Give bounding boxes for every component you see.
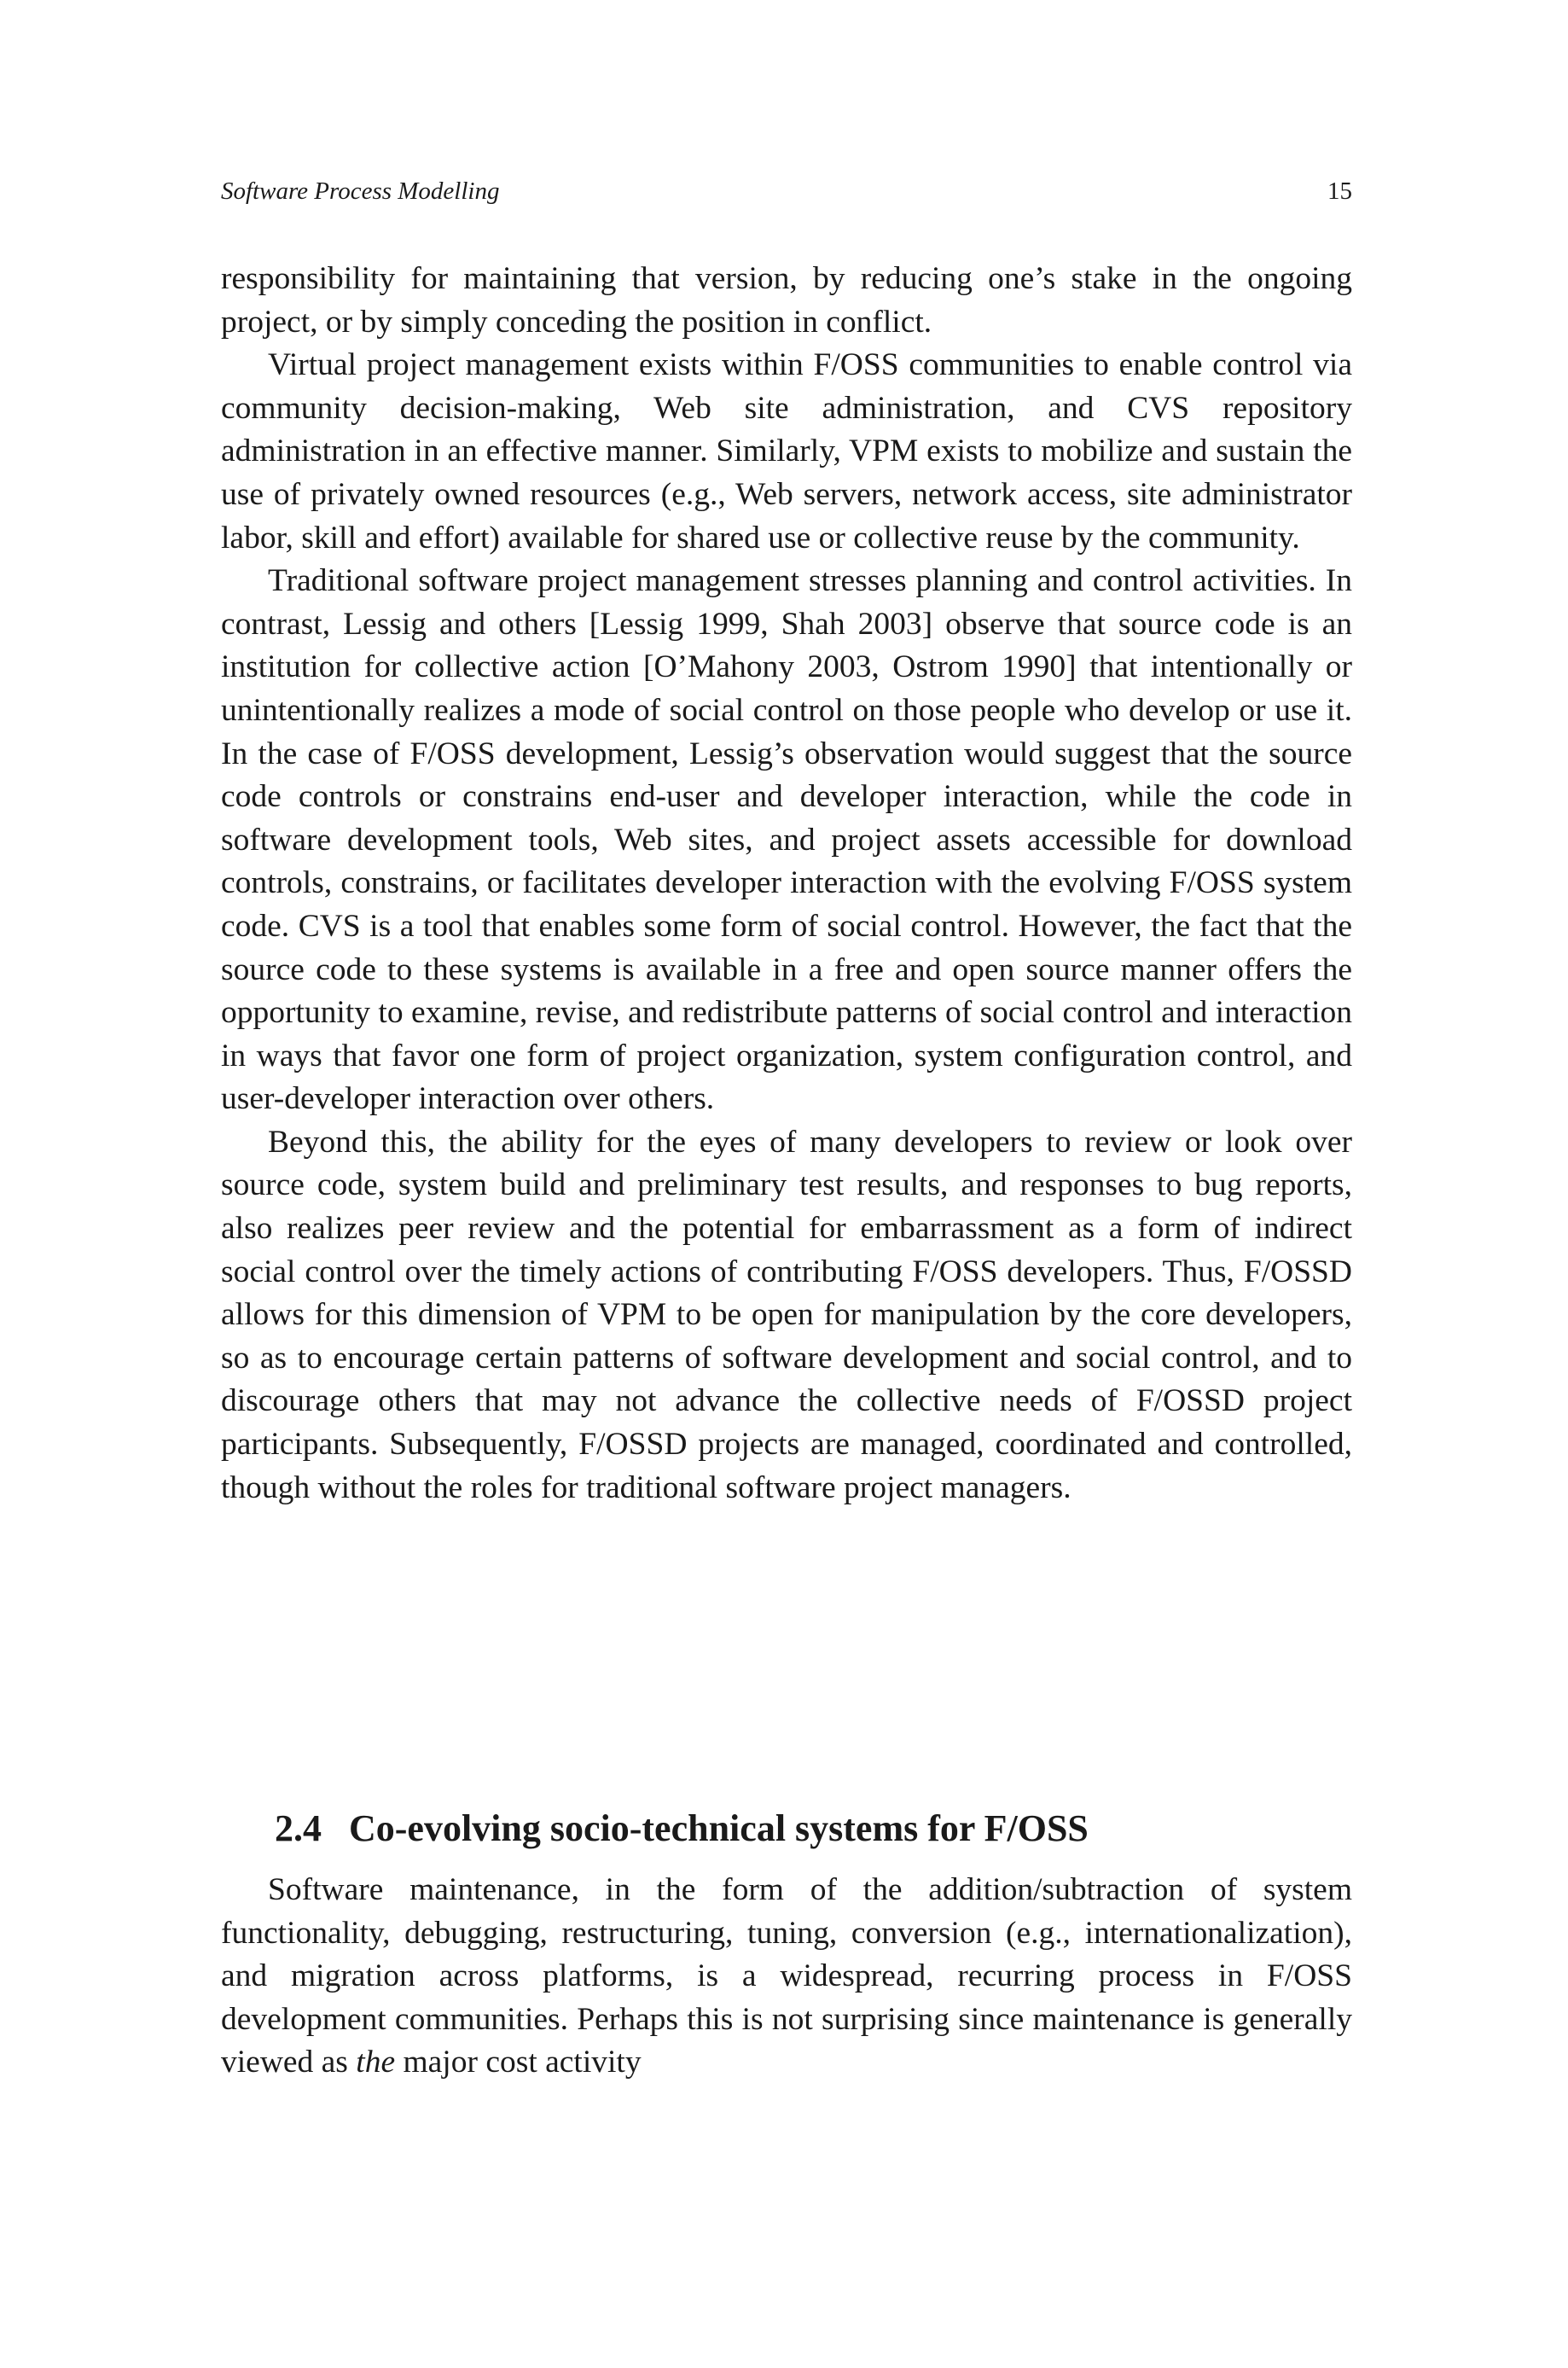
section-heading: [275, 1805, 1089, 1853]
paragraph-software-maintenance: [221, 1869, 1352, 2085]
paragraph-text-end: major cost activity: [395, 2045, 642, 2080]
paragraph-continuation: responsibility for maintaining that version, by reducing one’s stake in the ongoing project, or by simply conceding the position in conflict.: [221, 261, 1352, 340]
paragraph-traditional-pm: Traditional software project management stresses planning and control activities. In contrast, Lessig and others [Lessig 1999, Shah 2003] observe that source code is an institution for collective action [O’Mahony 2003, Ostrom 1990] that intentionally or unintentionally realizes a mode of social control on those people who develop or use it. In the case of F/OSS development, Lessig’s observation would suggest that the source code controls or constrains end-user and developer interaction, while the code in software development tools, Web sites, and project assets accessible for download controls, constrains, or facilitates developer interaction with the evolving F/OSS system code. CVS is a tool that enables some form of social control. However, the fact that the source code to these systems is available in a free and open source manner offers the opportunity to examine, revise, and redistribute patterns of social control and interaction in ways that favor one form of project organization, system configuration control, and user-developer interaction over others.: [221, 563, 1352, 1117]
section-body: [221, 1869, 1352, 2085]
page-number: 15: [1327, 177, 1352, 205]
section-number: 2.4: [275, 1807, 322, 1849]
emphasis-word: the: [356, 2045, 396, 2080]
paragraph-peer-review: Beyond this, the ability for the eyes of many developers to review or look over source code, system build and preliminary test results, and responses to bug reports, also realizes peer review and the potential for embarrassment as a form of indirect social control over the timely actions of contributing F/OSS developers. Thus, F/OSSD allows for this dimension of VPM to be open for manipulation by the core developers, so as to encourage certain patterns of software development and social control, and to discourage others that may not advance the collective needs of F/OSSD project participants. Subsequently, F/OSSD projects are managed, coordinated and controlled, though without the roles for traditional software project managers.: [221, 1124, 1352, 1505]
paragraph-text-start: Software maintenance, in the form of the addition/subtraction of system functionality, debugging, restructuring, tuning, conversion (e.g., internationalization), and migration across platforms, is a widespread, recurring process in F/OSS development communities. Perhaps this is not surprising since maintenance is generally viewed as: [221, 1872, 1352, 2080]
body-text: [221, 258, 1352, 1510]
paragraph-vpm: Virtual project management exists within F/OSS communities to enable control via community decision-making, Web site administration, and CVS repository administration in an effective manner. Similarly, VPM exists to mobilize and sustain the use of privately owned resources (e.g., Web servers, network access, site administrator labor, skill and effort) available for shared use or collective reuse by the community.: [221, 347, 1352, 556]
section-title: Co-evolving socio-technical systems for F/OSS: [349, 1807, 1089, 1849]
book-page: [221, 0, 1352, 2368]
running-title: Software Process Modelling: [221, 177, 500, 205]
running-head: [221, 177, 1352, 212]
